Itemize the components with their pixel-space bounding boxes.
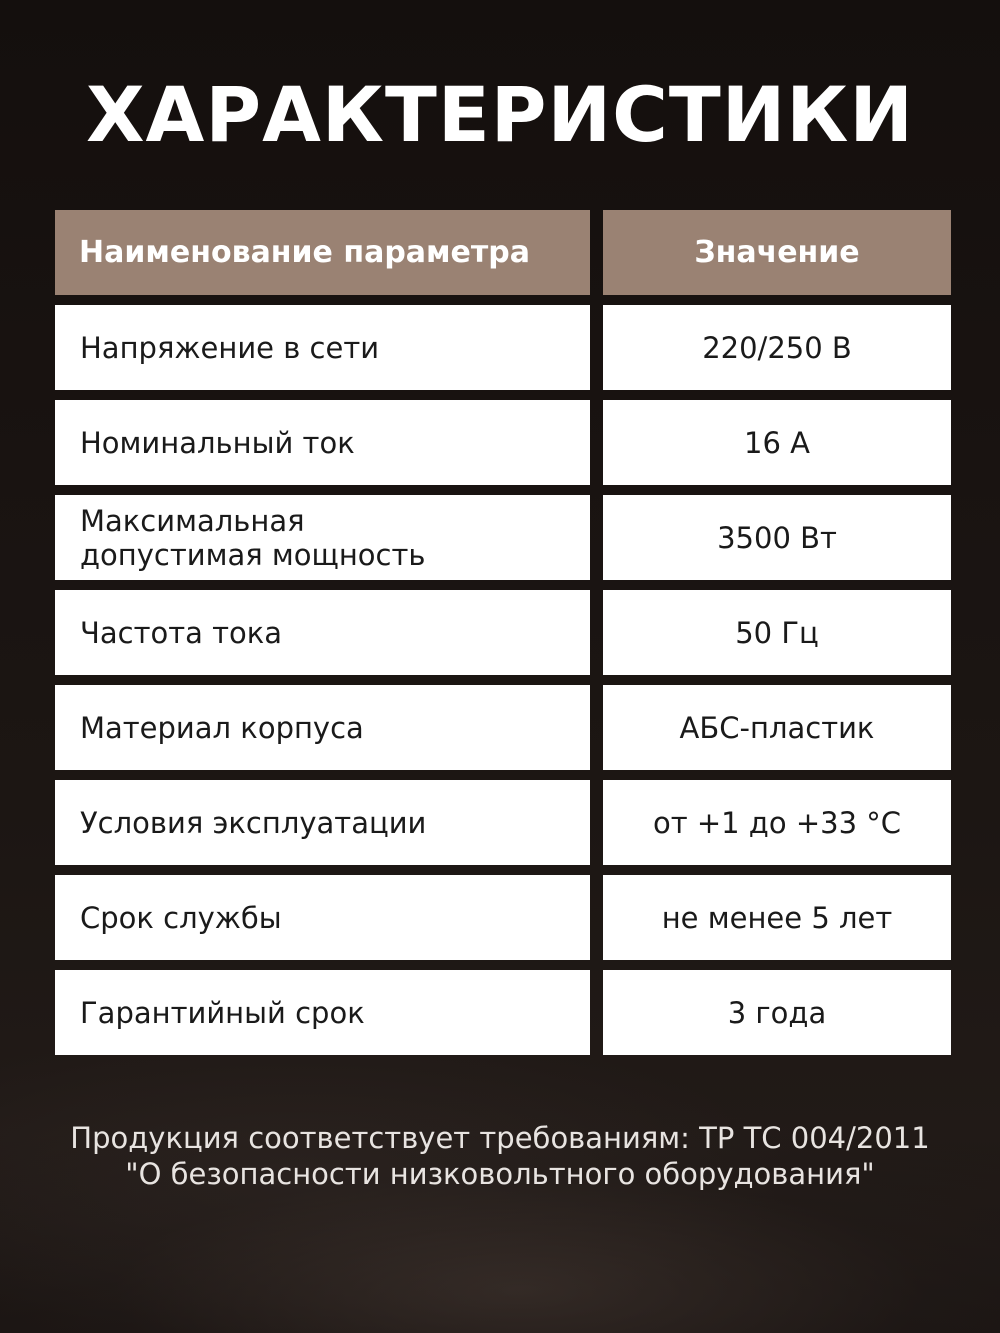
table-row [55, 970, 951, 1055]
table-header-row [55, 210, 951, 295]
parameter-value: 50 Гц [603, 590, 951, 675]
parameter-value: 3 года [603, 970, 951, 1055]
table-row [55, 875, 951, 960]
parameter-value: 16 А [603, 400, 951, 485]
parameter-value: 220/250 В [603, 305, 951, 390]
header-parameter-value: Значение [603, 210, 951, 295]
header-parameter-name: Наименование параметра [55, 210, 590, 295]
parameter-value: не менее 5 лет [603, 875, 951, 960]
table-row [55, 305, 951, 390]
table-row [55, 685, 951, 770]
parameter-value: 3500 Вт [603, 495, 951, 580]
table-row [55, 495, 951, 580]
parameter-value: от +1 до +33 °C [603, 780, 951, 865]
specs-table [55, 210, 951, 1065]
compliance-note-line2: "О безопасности низковольтного оборудования" [125, 1157, 875, 1191]
page-title: ХАРАКТЕРИСТИКИ [85, 70, 915, 159]
table-row [55, 780, 951, 865]
parameter-name: Материал корпуса [55, 685, 590, 770]
parameter-name: Условия эксплуатации [55, 780, 590, 865]
parameter-name: Максимальная допустимая мощность [55, 495, 590, 580]
parameter-name: Напряжение в сети [55, 305, 590, 390]
table-row [55, 590, 951, 675]
table-row [55, 400, 951, 485]
compliance-note-line1: Продукция соответствует требованиям: ТР ТС 004/2011 [70, 1121, 930, 1155]
parameter-name: Частота тока [55, 590, 590, 675]
parameter-name: Срок службы [55, 875, 590, 960]
parameter-value: АБС-пластик [603, 685, 951, 770]
parameter-name: Гарантийный срок [55, 970, 590, 1055]
compliance-note [0, 1120, 1000, 1192]
parameter-name: Номинальный ток [55, 400, 590, 485]
